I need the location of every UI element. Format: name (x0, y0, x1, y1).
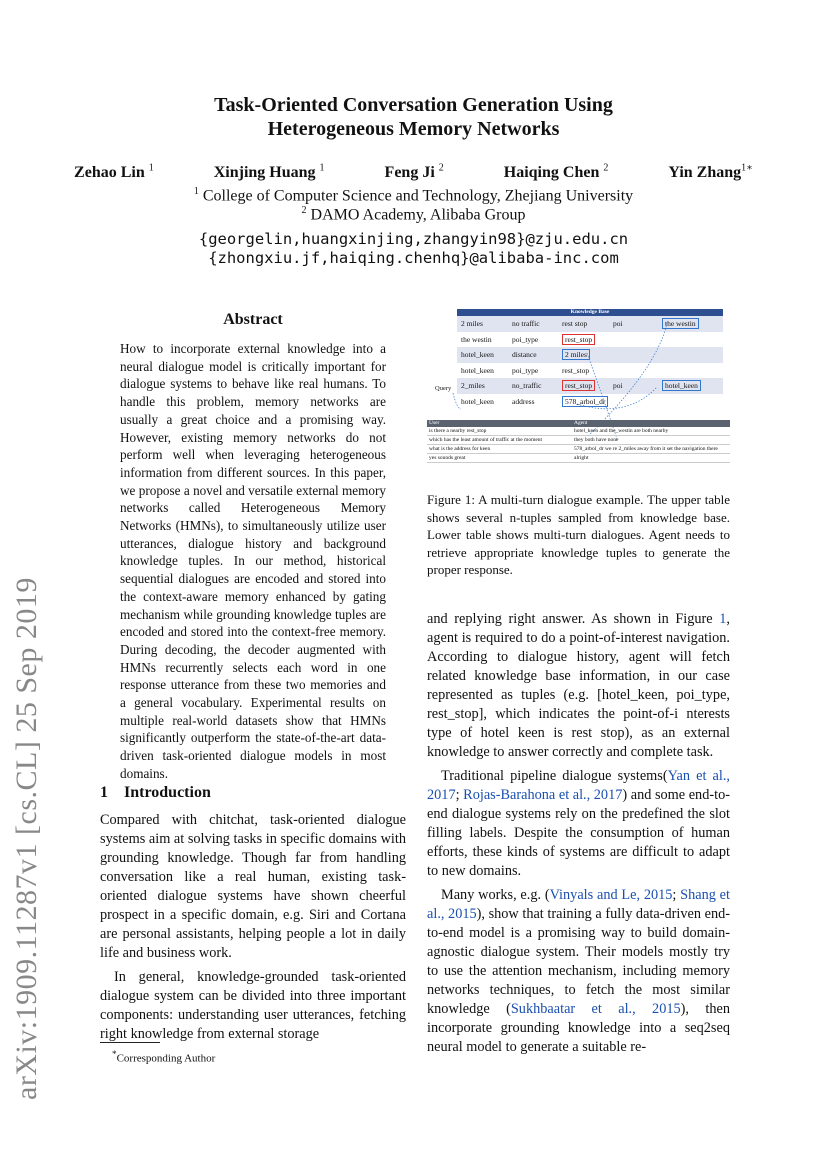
kb-row: hotel_keen address 578_arbol_dr (457, 394, 723, 410)
intro-paragraph-2: In general, knowledge-grounded task-oriented dialogue system can be divided into three important components: understanding user utterances, fetching right knowledge from external storage (100, 969, 406, 1042)
body-paragraph: and replying right answer. As shown in Figure 1, agent is required to do a point-of-interest navigation. According to dialogue history, agent will fetch related knowledge base information, in our case represented as tuples (e.g. [hotel_keen, poi_type, rest_stop], which indicates the point-of-i nterests type of hotel keen is rest stop), as an external knowledge to answer correctly and complete task. (427, 611, 730, 760)
abstract-text: How to incorporate external knowledge into a neural dialogue model is critically important for dialogue systems to behave like real humans. To handle this problem, memory networks are usually a great choice and a promising way. However, existing memory networks do not perform well when leveraging heterogeneous information from different sources. In this paper, we propose a novel and versatile external memory networks called Heterogeneous Memory Networks (HMNs), to simultaneously utilize user utterances, dialogue history and background knowledge tuples. In our method, historical sequential dialogues are encoded and stored into the context-aware memory enhanced by gating mechanism while grounding knowledge tuples are encoded and stored into the context-free memory. During decoding, the decoder augmented with HMNs recurrently selects each word in one response utterance from these two memories and a general vocabulary. Experimental results on multiple real-world datasets show that HMNs significantly outperform the state-of-the-art data-driven task-oriented dialogue models in most domains. (120, 341, 386, 781)
footnote-rule (100, 1042, 160, 1043)
email-line-2[interactable]: {zhongxiu.jf,haiqing.chenhq}@alibaba-inc.com (208, 249, 619, 267)
dialogue-row: what is the address for keen 578_arbol_dr we re 2_miles away from it set the navigation there (427, 445, 730, 454)
author: Xinjing Huang $^1$ (213, 163, 325, 182)
dialogue-row: which has the least amount of traffic at the moment they both have none (427, 436, 730, 445)
figure-1 (427, 309, 730, 481)
citation-link[interactable]: Yan et al., 2017 (427, 768, 731, 803)
kb-header: Knowledge Base (457, 309, 723, 316)
kb-row: 2 miles no traffic rest stop poi the westin (457, 316, 723, 332)
author: Yin Zhang$^{1∗}$ (668, 163, 753, 182)
author: Haiqing Chen $^2$ (503, 163, 609, 182)
kb-row: hotel_keen poi_type rest_stop (461, 365, 590, 375)
author: Feng Ji $^2$ (384, 163, 444, 182)
body-paragraph: Traditional pipeline dialogue systems(Yan et al., 2017; Rojas-Barahona et al., 2017) and some end-to-end dialogue systems rely on the predefined the slot filling labels. Despite the consumption of human efforts, these kinds of systems are difficult to adapt to new domains. (427, 768, 731, 879)
dialogue-row: is there a nearby rest_stop hotel_keen and the_westin are both nearby (427, 427, 730, 436)
title-line-2: Heterogeneous Memory Networks (267, 118, 560, 140)
dialogue-header: User Agent (427, 420, 730, 427)
abstract-heading: Abstract (223, 311, 283, 328)
dialogue-table (427, 420, 730, 463)
query-label: Query (435, 385, 452, 392)
paper-title (0, 93, 827, 141)
kb-row: the westin poi_type rest_stop (457, 332, 723, 348)
affiliation-1: $^1$ College of Computer Science and Technology, Zhejiang University (193, 186, 634, 205)
citation-link[interactable]: Shang et al., 2015 (427, 887, 731, 922)
body-paragraph: Many works, e.g. (Vinyals and Le, 2015; Shang et al., 2015), show that training a fully data-driven end-to-end model is a promising way to build domain-agnostic dialogue system. Their models mostly try to use the attention mechanism, including memory networks techniques, to fetch the most similar knowledge (Sukhbaatar et al., 2015), then incorporate grounding knowledge into a seq2seq neural model to generate a suitable re- (427, 887, 731, 1055)
email-line-1[interactable]: {georgelin,huangxinjing,zhangyin98}@zju.edu.cn (198, 230, 629, 248)
citation-link[interactable]: Sukhbaatar et al., 2015 (510, 1001, 681, 1017)
figure-caption: Figure 1: A multi-turn dialogue example. The upper table shows several n-tuples sampled from knowledge base. Lower table shows multi-turn dialogues. Agent needs to retrieve appropriate knowledge tuples to generate the proper response. (427, 492, 730, 577)
section-heading: 1 Introduction (100, 784, 211, 801)
arxiv-stamp: arXiv:1909.11287v1 [cs.CL] 25 Sep 2019 (10, 577, 43, 1100)
author-list (0, 163, 827, 182)
citation-link[interactable]: Vinyals and Le, 2015 (549, 887, 673, 903)
affiliation-2: $^2$ DAMO Academy, Alibaba Group (301, 205, 526, 224)
author: Zehao Lin $^1$ (74, 163, 154, 182)
kb-row: 2_miles no_traffic rest_stop poi hotel_keen (457, 378, 723, 394)
title-line-1: Task-Oriented Conversation Generation Using (214, 94, 613, 116)
intro-paragraph-1: Compared with chitchat, task-oriented dialogue systems aim at solving tasks in specific domains with grounding knowledge. Though far from handling conversation like a real human, existing task-oriented dialogue systems have shown cheerful prospect in a specific domain, e.g. Siri and Cortana are personal assistants, helping people a lot in daily life and business work. (100, 812, 406, 961)
dialogue-row: yes sounds great alright (427, 454, 730, 463)
intro-column (100, 811, 406, 1044)
right-column (427, 610, 730, 1057)
citation-link[interactable]: Rojas-Barahona et al., 2017 (463, 787, 623, 803)
kb-row: hotel_keen distance 2 miles (457, 347, 723, 363)
footnote: *Corresponding Author (112, 1049, 216, 1065)
figure-ref-link[interactable]: 1 (719, 611, 727, 627)
